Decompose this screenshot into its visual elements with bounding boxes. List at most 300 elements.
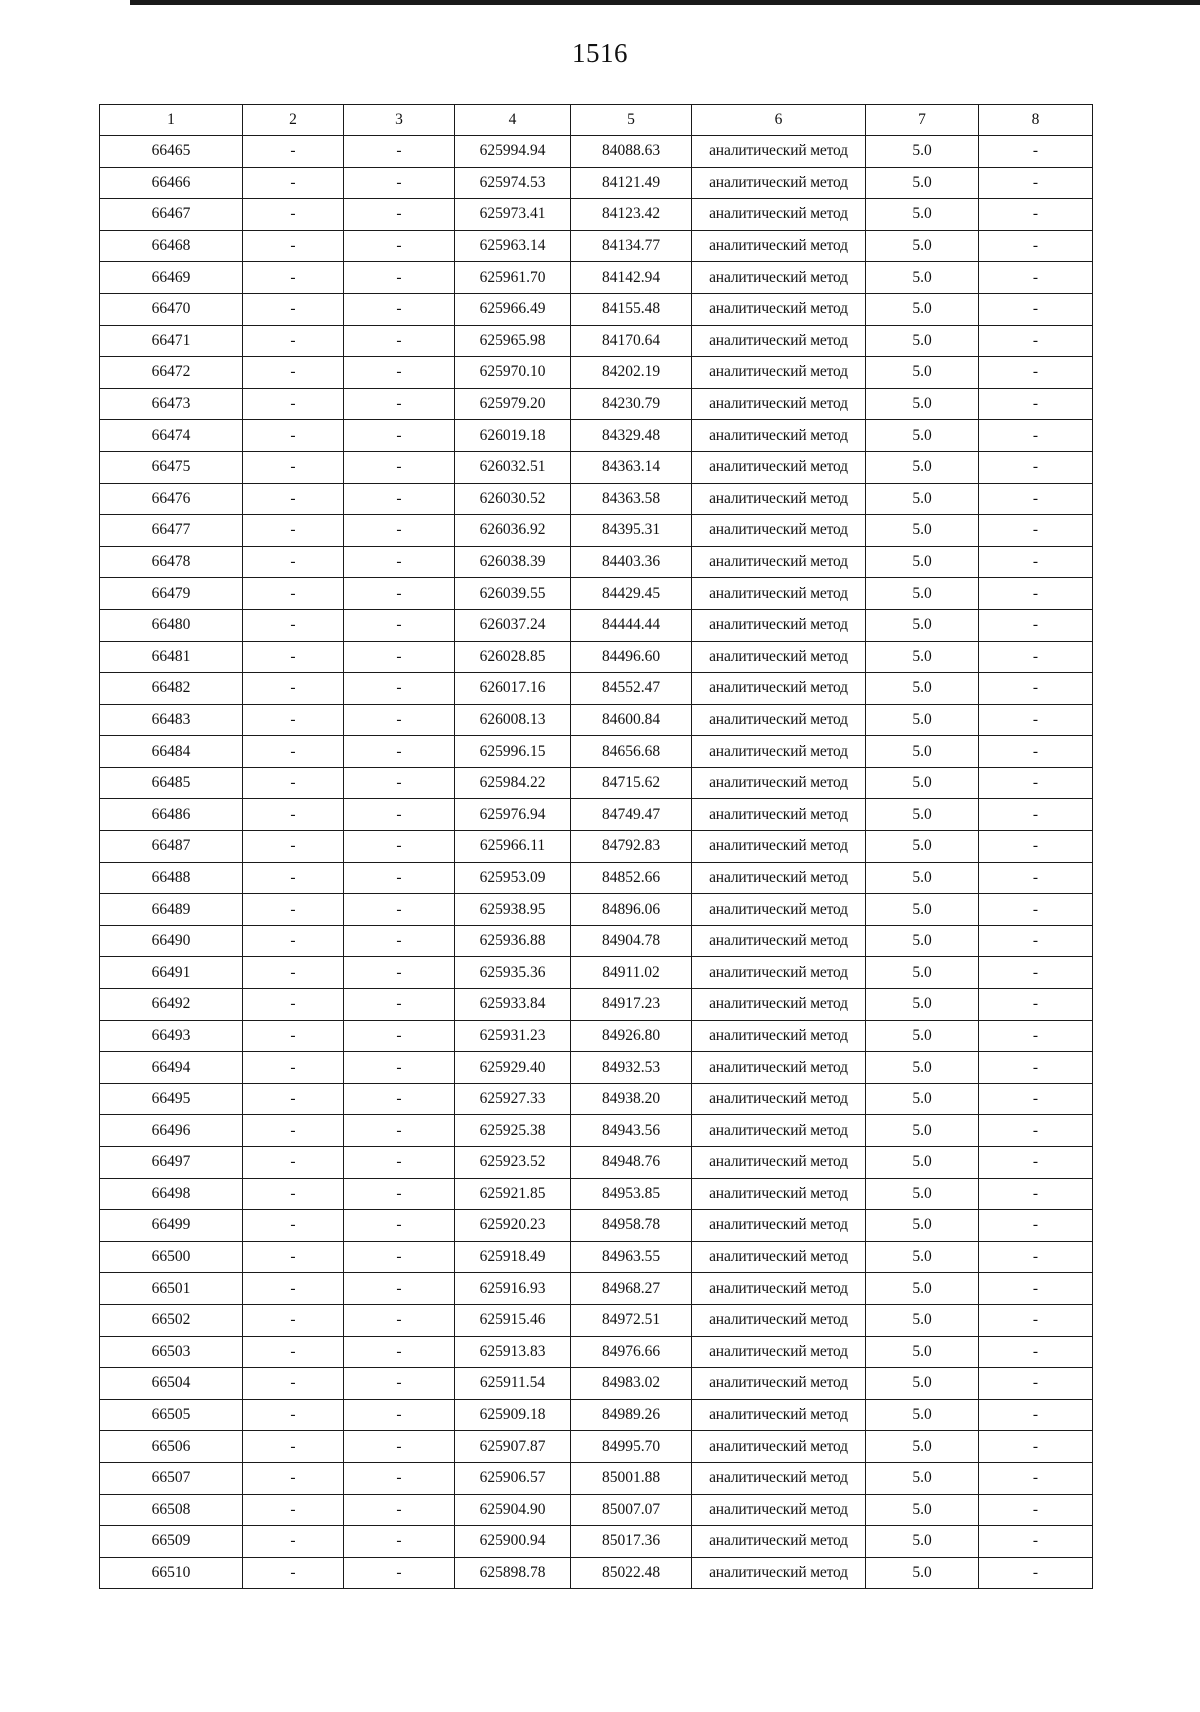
x-coordinate-cell: 625904.90 <box>455 1494 571 1526</box>
method-cell: аналитический метод <box>692 578 866 610</box>
y-coordinate-cell: 84948.76 <box>571 1147 692 1179</box>
y-coordinate-cell: 84749.47 <box>571 799 692 831</box>
x-coordinate-cell: 626019.18 <box>455 420 571 452</box>
accuracy-cell: 5.0 <box>866 262 979 294</box>
col3-cell: - <box>344 609 455 641</box>
point-number-cell: 66477 <box>100 515 243 547</box>
point-number-cell: 66496 <box>100 1115 243 1147</box>
x-coordinate-cell: 625909.18 <box>455 1399 571 1431</box>
col2-cell: - <box>243 957 344 989</box>
y-coordinate-cell: 84904.78 <box>571 925 692 957</box>
col8-cell: - <box>979 167 1093 199</box>
col2-cell: - <box>243 1052 344 1084</box>
col2-cell: - <box>243 1273 344 1305</box>
point-number-cell: 66485 <box>100 767 243 799</box>
method-cell: аналитический метод <box>692 894 866 926</box>
accuracy-cell: 5.0 <box>866 1368 979 1400</box>
method-cell: аналитический метод <box>692 1273 866 1305</box>
col8-cell: - <box>979 1020 1093 1052</box>
method-cell: аналитический метод <box>692 736 866 768</box>
col3-cell: - <box>344 483 455 515</box>
accuracy-cell: 5.0 <box>866 325 979 357</box>
col3-cell: - <box>344 925 455 957</box>
accuracy-cell: 5.0 <box>866 388 979 420</box>
point-number-cell: 66487 <box>100 831 243 863</box>
x-coordinate-cell: 625938.95 <box>455 894 571 926</box>
col3-cell: - <box>344 641 455 673</box>
table-row <box>100 546 1093 578</box>
table-row <box>100 293 1093 325</box>
method-cell: аналитический метод <box>692 1083 866 1115</box>
table-row <box>100 1336 1093 1368</box>
table-row <box>100 357 1093 389</box>
method-cell: аналитический метод <box>692 1210 866 1242</box>
col3-cell: - <box>344 1494 455 1526</box>
y-coordinate-cell: 84792.83 <box>571 831 692 863</box>
y-coordinate-cell: 84968.27 <box>571 1273 692 1305</box>
col8-cell: - <box>979 136 1093 168</box>
x-coordinate-cell: 625979.20 <box>455 388 571 420</box>
table-row <box>100 1557 1093 1589</box>
table-row <box>100 1431 1093 1463</box>
accuracy-cell: 5.0 <box>866 925 979 957</box>
col8-cell: - <box>979 1052 1093 1084</box>
accuracy-cell: 5.0 <box>866 767 979 799</box>
table-row <box>100 483 1093 515</box>
x-coordinate-cell: 625898.78 <box>455 1557 571 1589</box>
y-coordinate-cell: 85022.48 <box>571 1557 692 1589</box>
accuracy-cell: 5.0 <box>866 1526 979 1558</box>
col3-cell: - <box>344 1083 455 1115</box>
table-row <box>100 1368 1093 1400</box>
x-coordinate-cell: 625973.41 <box>455 199 571 231</box>
col2-cell: - <box>243 1368 344 1400</box>
x-coordinate-cell: 625900.94 <box>455 1526 571 1558</box>
table-row <box>100 894 1093 926</box>
col2-cell: - <box>243 1494 344 1526</box>
col3-cell: - <box>344 546 455 578</box>
x-coordinate-cell: 626037.24 <box>455 609 571 641</box>
accuracy-cell: 5.0 <box>866 1431 979 1463</box>
col2-cell: - <box>243 641 344 673</box>
col3-cell: - <box>344 167 455 199</box>
x-coordinate-cell: 625915.46 <box>455 1304 571 1336</box>
y-coordinate-cell: 84852.66 <box>571 862 692 894</box>
method-cell: аналитический метод <box>692 925 866 957</box>
col2-cell: - <box>243 451 344 483</box>
col3-cell: - <box>344 388 455 420</box>
point-number-cell: 66506 <box>100 1431 243 1463</box>
x-coordinate-cell: 625931.23 <box>455 1020 571 1052</box>
method-cell: аналитический метод <box>692 957 866 989</box>
accuracy-cell: 5.0 <box>866 357 979 389</box>
table-row <box>100 1083 1093 1115</box>
point-number-cell: 66480 <box>100 609 243 641</box>
accuracy-cell: 5.0 <box>866 1304 979 1336</box>
col2-cell: - <box>243 1557 344 1589</box>
col8-cell: - <box>979 483 1093 515</box>
y-coordinate-cell: 84202.19 <box>571 357 692 389</box>
col3-cell: - <box>344 1273 455 1305</box>
y-coordinate-cell: 84134.77 <box>571 230 692 262</box>
col3-cell: - <box>344 831 455 863</box>
col2-cell: - <box>243 1115 344 1147</box>
col3-cell: - <box>344 767 455 799</box>
col2-cell: - <box>243 1462 344 1494</box>
col8-cell: - <box>979 420 1093 452</box>
col8-cell: - <box>979 1336 1093 1368</box>
accuracy-cell: 5.0 <box>866 293 979 325</box>
point-number-cell: 66509 <box>100 1526 243 1558</box>
x-coordinate-cell: 625974.53 <box>455 167 571 199</box>
col8-cell: - <box>979 199 1093 231</box>
col2-cell: - <box>243 1526 344 1558</box>
y-coordinate-cell: 85017.36 <box>571 1526 692 1558</box>
y-coordinate-cell: 84088.63 <box>571 136 692 168</box>
table-body <box>100 136 1093 1589</box>
x-coordinate-cell: 625913.83 <box>455 1336 571 1368</box>
y-coordinate-cell: 84600.84 <box>571 704 692 736</box>
y-coordinate-cell: 84938.20 <box>571 1083 692 1115</box>
point-number-cell: 66471 <box>100 325 243 357</box>
table-row <box>100 578 1093 610</box>
point-number-cell: 66488 <box>100 862 243 894</box>
col2-cell: - <box>243 1083 344 1115</box>
point-number-cell: 66474 <box>100 420 243 452</box>
col2-cell: - <box>243 420 344 452</box>
x-coordinate-cell: 625920.23 <box>455 1210 571 1242</box>
method-cell: аналитический метод <box>692 1241 866 1273</box>
col2-cell: - <box>243 894 344 926</box>
method-cell: аналитический метод <box>692 1557 866 1589</box>
point-number-cell: 66465 <box>100 136 243 168</box>
point-number-cell: 66499 <box>100 1210 243 1242</box>
y-coordinate-cell: 84123.42 <box>571 199 692 231</box>
method-cell: аналитический метод <box>692 641 866 673</box>
method-cell: аналитический метод <box>692 767 866 799</box>
point-number-cell: 66467 <box>100 199 243 231</box>
method-cell: аналитический метод <box>692 1526 866 1558</box>
x-coordinate-cell: 626030.52 <box>455 483 571 515</box>
table-row <box>100 451 1093 483</box>
col2-cell: - <box>243 515 344 547</box>
col8-cell: - <box>979 1526 1093 1558</box>
table-row <box>100 767 1093 799</box>
accuracy-cell: 5.0 <box>866 578 979 610</box>
col3-cell: - <box>344 989 455 1021</box>
y-coordinate-cell: 84230.79 <box>571 388 692 420</box>
table-row <box>100 989 1093 1021</box>
method-cell: аналитический метод <box>692 831 866 863</box>
point-number-cell: 66502 <box>100 1304 243 1336</box>
col2-cell: - <box>243 325 344 357</box>
method-cell: аналитический метод <box>692 230 866 262</box>
accuracy-cell: 5.0 <box>866 483 979 515</box>
accuracy-cell: 5.0 <box>866 1115 979 1147</box>
y-coordinate-cell: 84972.51 <box>571 1304 692 1336</box>
x-coordinate-cell: 625916.93 <box>455 1273 571 1305</box>
col3-cell: - <box>344 799 455 831</box>
col8-cell: - <box>979 989 1093 1021</box>
table-row <box>100 1115 1093 1147</box>
y-coordinate-cell: 84170.64 <box>571 325 692 357</box>
col2-cell: - <box>243 1336 344 1368</box>
column-header: 2 <box>243 105 344 136</box>
x-coordinate-cell: 625911.54 <box>455 1368 571 1400</box>
table-row <box>100 262 1093 294</box>
col8-cell: - <box>979 1115 1093 1147</box>
col8-cell: - <box>979 704 1093 736</box>
col3-cell: - <box>344 1115 455 1147</box>
x-coordinate-cell: 626036.92 <box>455 515 571 547</box>
column-header: 8 <box>979 105 1093 136</box>
col8-cell: - <box>979 1399 1093 1431</box>
col2-cell: - <box>243 136 344 168</box>
method-cell: аналитический метод <box>692 388 866 420</box>
point-number-cell: 66475 <box>100 451 243 483</box>
col3-cell: - <box>344 1336 455 1368</box>
col2-cell: - <box>243 388 344 420</box>
method-cell: аналитический метод <box>692 1462 866 1494</box>
col3-cell: - <box>344 262 455 294</box>
col8-cell: - <box>979 357 1093 389</box>
table-row <box>100 704 1093 736</box>
col8-cell: - <box>979 1431 1093 1463</box>
y-coordinate-cell: 84552.47 <box>571 673 692 705</box>
x-coordinate-cell: 625965.98 <box>455 325 571 357</box>
method-cell: аналитический метод <box>692 1115 866 1147</box>
y-coordinate-cell: 84395.31 <box>571 515 692 547</box>
col2-cell: - <box>243 1431 344 1463</box>
accuracy-cell: 5.0 <box>866 1241 979 1273</box>
col2-cell: - <box>243 230 344 262</box>
point-number-cell: 66491 <box>100 957 243 989</box>
col8-cell: - <box>979 1368 1093 1400</box>
point-number-cell: 66484 <box>100 736 243 768</box>
col8-cell: - <box>979 673 1093 705</box>
accuracy-cell: 5.0 <box>866 736 979 768</box>
x-coordinate-cell: 626032.51 <box>455 451 571 483</box>
table-row <box>100 136 1093 168</box>
col3-cell: - <box>344 420 455 452</box>
method-cell: аналитический метод <box>692 1368 866 1400</box>
col8-cell: - <box>979 799 1093 831</box>
accuracy-cell: 5.0 <box>866 1462 979 1494</box>
accuracy-cell: 5.0 <box>866 1399 979 1431</box>
col3-cell: - <box>344 1052 455 1084</box>
method-cell: аналитический метод <box>692 1336 866 1368</box>
x-coordinate-cell: 625925.38 <box>455 1115 571 1147</box>
method-cell: аналитический метод <box>692 1399 866 1431</box>
y-coordinate-cell: 84121.49 <box>571 167 692 199</box>
point-number-cell: 66482 <box>100 673 243 705</box>
col3-cell: - <box>344 957 455 989</box>
x-coordinate-cell: 625976.94 <box>455 799 571 831</box>
y-coordinate-cell: 84496.60 <box>571 641 692 673</box>
point-number-cell: 66481 <box>100 641 243 673</box>
col3-cell: - <box>344 1210 455 1242</box>
point-number-cell: 66494 <box>100 1052 243 1084</box>
method-cell: аналитический метод <box>692 262 866 294</box>
col3-cell: - <box>344 894 455 926</box>
col8-cell: - <box>979 1147 1093 1179</box>
point-number-cell: 66470 <box>100 293 243 325</box>
x-coordinate-cell: 625966.49 <box>455 293 571 325</box>
col8-cell: - <box>979 1083 1093 1115</box>
accuracy-cell: 5.0 <box>866 167 979 199</box>
y-coordinate-cell: 84963.55 <box>571 1241 692 1273</box>
top-border-rule <box>130 0 1200 5</box>
y-coordinate-cell: 84155.48 <box>571 293 692 325</box>
col3-cell: - <box>344 862 455 894</box>
y-coordinate-cell: 84142.94 <box>571 262 692 294</box>
y-coordinate-cell: 84917.23 <box>571 989 692 1021</box>
x-coordinate-cell: 625936.88 <box>455 925 571 957</box>
accuracy-cell: 5.0 <box>866 1557 979 1589</box>
accuracy-cell: 5.0 <box>866 1494 979 1526</box>
method-cell: аналитический метод <box>692 483 866 515</box>
col2-cell: - <box>243 1147 344 1179</box>
x-coordinate-cell: 625907.87 <box>455 1431 571 1463</box>
col3-cell: - <box>344 1241 455 1273</box>
col3-cell: - <box>344 515 455 547</box>
y-coordinate-cell: 84363.58 <box>571 483 692 515</box>
y-coordinate-cell: 84926.80 <box>571 1020 692 1052</box>
col2-cell: - <box>243 1178 344 1210</box>
col3-cell: - <box>344 1462 455 1494</box>
x-coordinate-cell: 625918.49 <box>455 1241 571 1273</box>
method-cell: аналитический метод <box>692 451 866 483</box>
accuracy-cell: 5.0 <box>866 451 979 483</box>
table-row <box>100 167 1093 199</box>
method-cell: аналитический метод <box>692 357 866 389</box>
method-cell: аналитический метод <box>692 1052 866 1084</box>
accuracy-cell: 5.0 <box>866 1210 979 1242</box>
accuracy-cell: 5.0 <box>866 957 979 989</box>
col8-cell: - <box>979 1557 1093 1589</box>
point-number-cell: 66476 <box>100 483 243 515</box>
column-header: 1 <box>100 105 243 136</box>
method-cell: аналитический метод <box>692 862 866 894</box>
table-row <box>100 862 1093 894</box>
point-number-cell: 66468 <box>100 230 243 262</box>
y-coordinate-cell: 84932.53 <box>571 1052 692 1084</box>
accuracy-cell: 5.0 <box>866 862 979 894</box>
x-coordinate-cell: 625966.11 <box>455 831 571 863</box>
col2-cell: - <box>243 799 344 831</box>
y-coordinate-cell: 84989.26 <box>571 1399 692 1431</box>
col2-cell: - <box>243 767 344 799</box>
col2-cell: - <box>243 673 344 705</box>
col2-cell: - <box>243 1241 344 1273</box>
point-number-cell: 66473 <box>100 388 243 420</box>
col3-cell: - <box>344 293 455 325</box>
col8-cell: - <box>979 609 1093 641</box>
method-cell: аналитический метод <box>692 704 866 736</box>
x-coordinate-cell: 625906.57 <box>455 1462 571 1494</box>
table-row <box>100 388 1093 420</box>
col8-cell: - <box>979 451 1093 483</box>
x-coordinate-cell: 625963.14 <box>455 230 571 262</box>
accuracy-cell: 5.0 <box>866 199 979 231</box>
table-row <box>100 1178 1093 1210</box>
point-number-cell: 66503 <box>100 1336 243 1368</box>
col2-cell: - <box>243 862 344 894</box>
table-row <box>100 1494 1093 1526</box>
table-header <box>100 105 1093 136</box>
col2-cell: - <box>243 925 344 957</box>
point-number-cell: 66483 <box>100 704 243 736</box>
point-number-cell: 66466 <box>100 167 243 199</box>
accuracy-cell: 5.0 <box>866 546 979 578</box>
table-row <box>100 1241 1093 1273</box>
col3-cell: - <box>344 451 455 483</box>
accuracy-cell: 5.0 <box>866 641 979 673</box>
accuracy-cell: 5.0 <box>866 1020 979 1052</box>
accuracy-cell: 5.0 <box>866 609 979 641</box>
col3-cell: - <box>344 325 455 357</box>
table-row <box>100 515 1093 547</box>
table-row <box>100 957 1093 989</box>
method-cell: аналитический метод <box>692 673 866 705</box>
table-row <box>100 1052 1093 1084</box>
point-number-cell: 66489 <box>100 894 243 926</box>
y-coordinate-cell: 85001.88 <box>571 1462 692 1494</box>
col3-cell: - <box>344 1399 455 1431</box>
point-number-cell: 66490 <box>100 925 243 957</box>
x-coordinate-cell: 626039.55 <box>455 578 571 610</box>
column-header: 4 <box>455 105 571 136</box>
page-number: 1516 <box>572 38 628 68</box>
col8-cell: - <box>979 515 1093 547</box>
accuracy-cell: 5.0 <box>866 831 979 863</box>
col8-cell: - <box>979 230 1093 262</box>
accuracy-cell: 5.0 <box>866 1052 979 1084</box>
table-row <box>100 925 1093 957</box>
x-coordinate-cell: 625923.52 <box>455 1147 571 1179</box>
col3-cell: - <box>344 1557 455 1589</box>
point-number-cell: 66501 <box>100 1273 243 1305</box>
table-row <box>100 641 1093 673</box>
col3-cell: - <box>344 1147 455 1179</box>
col8-cell: - <box>979 1304 1093 1336</box>
col8-cell: - <box>979 388 1093 420</box>
method-cell: аналитический метод <box>692 420 866 452</box>
col2-cell: - <box>243 1304 344 1336</box>
x-coordinate-cell: 625961.70 <box>455 262 571 294</box>
accuracy-cell: 5.0 <box>866 1147 979 1179</box>
table-row <box>100 1399 1093 1431</box>
accuracy-cell: 5.0 <box>866 704 979 736</box>
x-coordinate-cell: 626038.39 <box>455 546 571 578</box>
col3-cell: - <box>344 1368 455 1400</box>
col2-cell: - <box>243 578 344 610</box>
col8-cell: - <box>979 546 1093 578</box>
table-row <box>100 609 1093 641</box>
accuracy-cell: 5.0 <box>866 1336 979 1368</box>
x-coordinate-cell: 625929.40 <box>455 1052 571 1084</box>
x-coordinate-cell: 625953.09 <box>455 862 571 894</box>
method-cell: аналитический метод <box>692 293 866 325</box>
table-row <box>100 831 1093 863</box>
method-cell: аналитический метод <box>692 609 866 641</box>
col8-cell: - <box>979 862 1093 894</box>
y-coordinate-cell: 84715.62 <box>571 767 692 799</box>
point-number-cell: 66507 <box>100 1462 243 1494</box>
y-coordinate-cell: 84911.02 <box>571 957 692 989</box>
header-row <box>100 105 1093 136</box>
column-header: 7 <box>866 105 979 136</box>
